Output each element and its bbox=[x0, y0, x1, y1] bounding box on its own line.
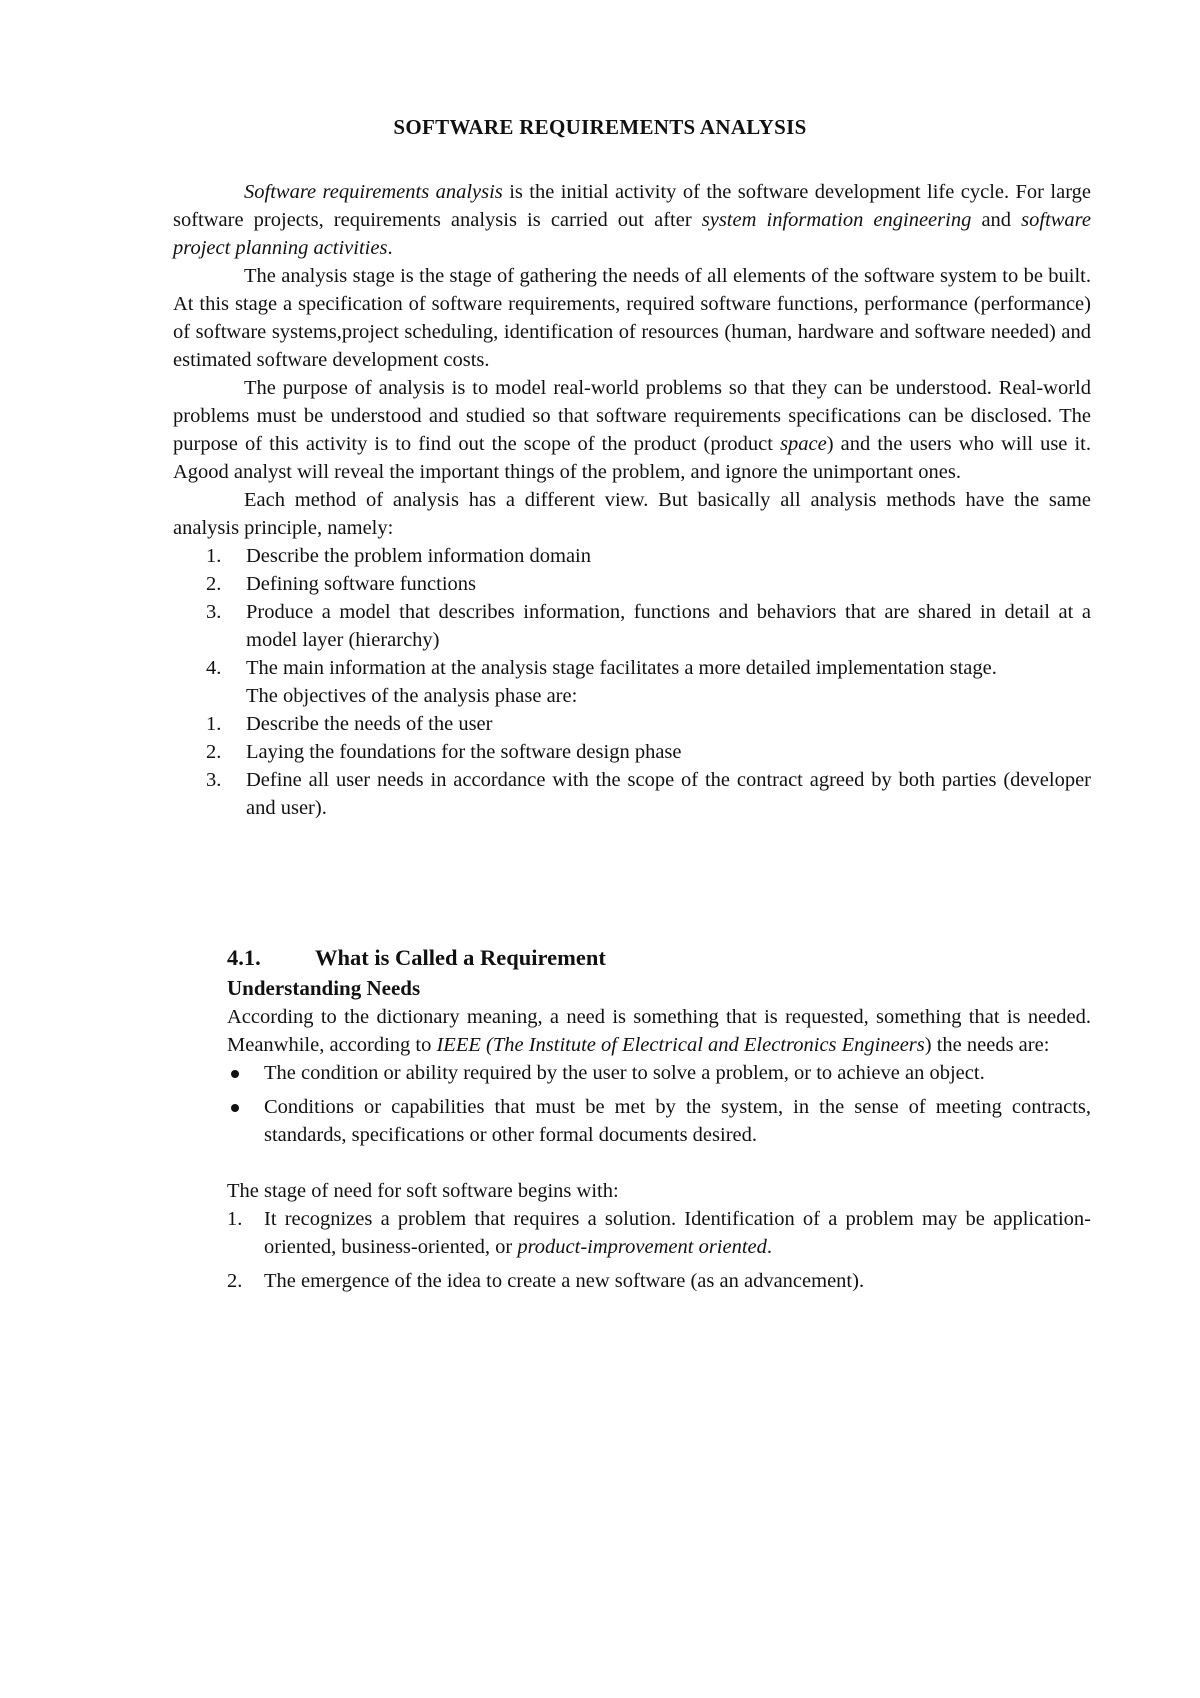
list-text: The emergence of the idea to create a new software (as an advancement). bbox=[264, 1270, 865, 1292]
list-item bbox=[173, 542, 1091, 570]
purpose-text-before: The purpose of analysis is to model real-world problems so that they can be understood. Real-world problems must be understood and studied so that software requirements specifications can be disclosed. The purpose of this activity is to find out the scope of the product (product bbox=[173, 377, 1091, 455]
purpose-space: space bbox=[780, 433, 827, 455]
list-text: Laying the foundations for the software design phase bbox=[246, 741, 682, 763]
intro-planning: software project planning activities bbox=[173, 209, 1091, 259]
list-number: 1. bbox=[227, 1208, 243, 1230]
objectives-intro: The objectives of the analysis phase are: bbox=[246, 685, 578, 707]
list-number: 3. bbox=[206, 769, 222, 791]
list-number: 1. bbox=[206, 713, 222, 735]
list-number: 2. bbox=[227, 1270, 243, 1292]
list-item bbox=[173, 738, 1091, 766]
intro-term: Software requirements analysis bbox=[244, 181, 503, 203]
list-item bbox=[173, 710, 1091, 738]
list-text: Describe the problem information domain bbox=[246, 545, 591, 567]
section-heading bbox=[227, 943, 1091, 973]
list-text: Define all user needs in accordance with the scope of the contract agreed by both parties (developer and user). bbox=[246, 769, 1091, 819]
list-text-end: . bbox=[766, 1236, 773, 1258]
definition-text-after: ) the needs are: bbox=[924, 1034, 1050, 1056]
bullet-text: Conditions or capabilities that must be met by the system, in the sense of meeting contracts, standards, specifications or other formal documents desired. bbox=[264, 1096, 1091, 1146]
list-italic-text: product-improvement oriented bbox=[517, 1236, 767, 1258]
intro-paragraph bbox=[173, 178, 1091, 262]
list-item bbox=[227, 1267, 1091, 1295]
subsection-heading: Understanding Needs bbox=[227, 976, 421, 1000]
bullet-icon bbox=[231, 1070, 239, 1078]
list-number: 2. bbox=[206, 741, 222, 763]
definition-paragraph bbox=[227, 1003, 1091, 1059]
list-item bbox=[173, 598, 1091, 654]
bullet-item bbox=[227, 1059, 1091, 1087]
page-title: SOFTWARE REQUIREMENTS ANALYSIS bbox=[393, 115, 807, 139]
list-item bbox=[173, 654, 1091, 682]
list-text: Describe the needs of the user bbox=[246, 713, 493, 735]
list-text: Produce a model that describes information, functions and behaviors that are shared in detail at a model layer (hierarchy) bbox=[246, 601, 1091, 651]
analysis-stage-paragraph: The analysis stage is the stage of gathering the needs of all elements of the software system to be built. At this stage a specification of software requirements, required software functions, performance (performance) of software systems,project scheduling, identification of resources (human, hardware and software needed) and estimated software development costs. bbox=[173, 265, 1091, 371]
purpose-paragraph bbox=[173, 374, 1091, 486]
bullet-icon bbox=[231, 1104, 239, 1112]
stage-intro: The stage of need for soft software begins with: bbox=[227, 1180, 619, 1202]
list-number: 3. bbox=[206, 601, 222, 623]
bullet-text: The condition or ability required by the user to solve a problem, or to achieve an object. bbox=[264, 1062, 985, 1084]
intro-and: and bbox=[971, 209, 1022, 231]
body-text bbox=[173, 178, 1091, 822]
intro-text: is the initial activity of the software development life cycle. For large software projects, requirements analysis is carried out after bbox=[173, 181, 1092, 231]
section-4-1 bbox=[227, 943, 1091, 1295]
definition-ieee: IEEE (The Institute of Electrical and Electronics Engineers bbox=[436, 1034, 925, 1056]
needs-bullet-list bbox=[227, 1059, 1091, 1149]
purpose-text-after: ) and the users who will use it. Agood analyst will reveal the important things of the problem, and ignore the unimportant ones. bbox=[173, 433, 1092, 483]
list-item bbox=[173, 570, 1091, 598]
list-text: The main information at the analysis stage facilitates a more detailed implementation stage. bbox=[246, 657, 997, 679]
intro-system-info: system information engineering bbox=[701, 209, 972, 231]
list-item bbox=[173, 766, 1091, 822]
principles-list bbox=[173, 542, 1091, 682]
section-title: What is Called a Requirement bbox=[315, 945, 606, 970]
list-number: 2. bbox=[206, 573, 222, 595]
list-text: It recognizes a problem that requires a solution. Identification of a problem may be application-oriented, business-oriented, or bbox=[264, 1208, 1091, 1258]
stage-list bbox=[227, 1205, 1091, 1295]
section-number: 4.1. bbox=[227, 945, 261, 970]
objectives-list bbox=[173, 710, 1091, 822]
definition-text-before: According to the dictionary meaning, a need is something that is requested, something that is needed. Meanwhile, according to bbox=[227, 1006, 1091, 1056]
bullet-item bbox=[227, 1093, 1091, 1149]
intro-end: . bbox=[387, 237, 393, 259]
list-number: 4. bbox=[206, 657, 222, 679]
method-paragraph: Each method of analysis has a different view. But basically all analysis methods have the same analysis principle, namely: bbox=[173, 489, 1091, 539]
list-item bbox=[227, 1205, 1091, 1261]
list-number: 1. bbox=[206, 545, 222, 567]
list-text: Defining software functions bbox=[246, 573, 476, 595]
